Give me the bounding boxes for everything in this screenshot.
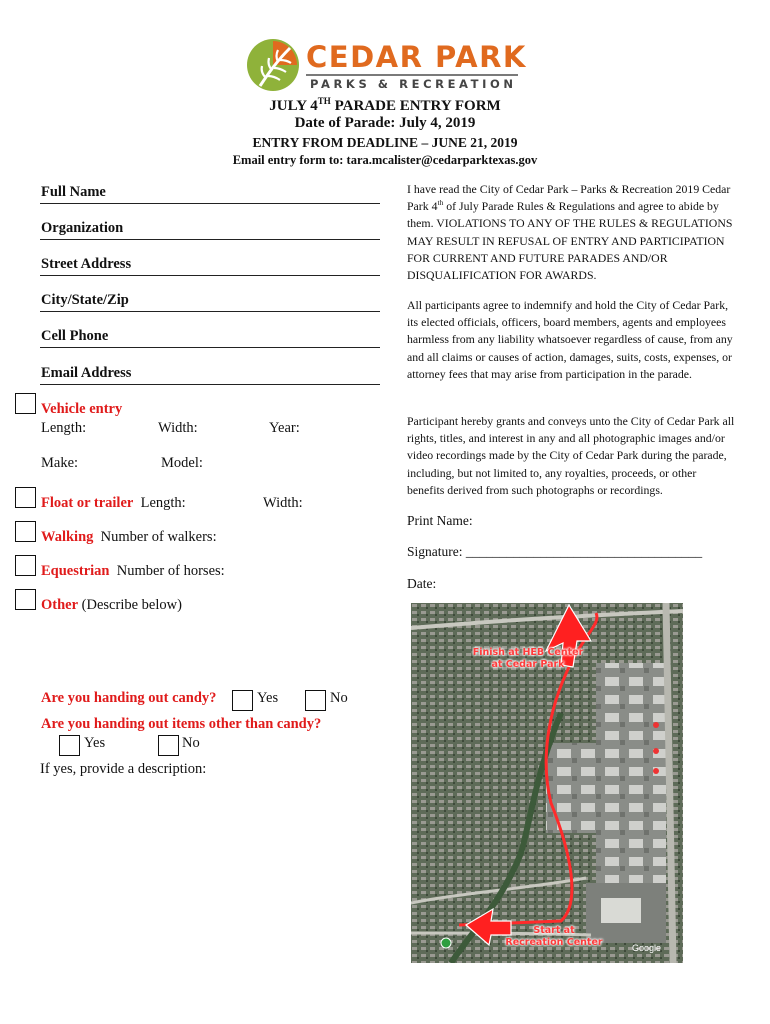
start-callout: Start at Recreation Center xyxy=(505,925,603,948)
vehicle-width-label[interactable]: Width: xyxy=(158,420,198,436)
finish-callout: Finish at HEB Center at Cedar Park xyxy=(472,647,584,670)
vehicle-entry-checkbox[interactable] xyxy=(15,393,36,414)
walkers-count-label[interactable]: Number of walkers: xyxy=(100,529,217,545)
items-no-label: No xyxy=(182,735,200,751)
date-label[interactable]: Date: xyxy=(407,576,437,591)
cedar-leaf-icon xyxy=(246,38,300,92)
logo-subtitle: PARKS & RECREATION xyxy=(310,77,517,91)
media-release-paragraph: Participant hereby grants and conveys unto the City of Cedar Park all rights, titles, and interest in any and all photographic images and/or video recordings made by the City of Cedar Park during the parade, including, but not limited to, any royalties, proceeds, or other benefits derived from such photographs or recordings. xyxy=(407,414,735,497)
street-address-field[interactable] xyxy=(40,255,380,276)
float-length-label[interactable]: Length: xyxy=(140,495,186,511)
signature-line[interactable]: Signature: ___________________________________ xyxy=(407,544,703,559)
logo-title: CEDAR PARK xyxy=(306,40,527,74)
vehicle-make-label[interactable]: Make: xyxy=(41,455,79,471)
candy-no-checkbox[interactable] xyxy=(305,690,326,711)
other-checkbox[interactable] xyxy=(15,589,36,610)
equestrian-row xyxy=(41,563,225,580)
city-state-zip-label: City/State/Zip xyxy=(41,292,129,308)
parade-route-map xyxy=(411,603,683,963)
horses-count-label[interactable]: Number of horses: xyxy=(116,563,225,579)
organization-field[interactable] xyxy=(40,219,380,240)
cell-phone-field[interactable] xyxy=(40,327,380,348)
items-yes-checkbox[interactable] xyxy=(59,735,80,756)
candy-yes-label: Yes xyxy=(257,690,279,706)
email-address-field[interactable] xyxy=(40,364,380,385)
float-trailer-checkbox[interactable] xyxy=(15,487,36,508)
equestrian-checkbox[interactable] xyxy=(15,555,36,576)
vehicle-entry-label: Vehicle entry xyxy=(41,401,123,417)
full-name-label: Full Name xyxy=(41,184,106,200)
other-items-question: Are you handing out items other than candy? xyxy=(41,716,322,732)
candy-question: Are you handing out candy? xyxy=(41,690,217,706)
email-instructions: Email entry form to: tara.mcalister@cedarparktexas.gov xyxy=(232,153,538,167)
equestrian-label: Equestrian xyxy=(41,563,110,579)
form-title: JULY 4TH PARADE ENTRY FORM xyxy=(269,96,501,114)
vehicle-model-label[interactable]: Model: xyxy=(161,455,203,471)
logo-divider xyxy=(306,74,518,76)
other-label: Other xyxy=(41,597,79,613)
organization-label: Organization xyxy=(41,220,124,236)
candy-yes-checkbox[interactable] xyxy=(232,690,253,711)
items-no-checkbox[interactable] xyxy=(158,735,179,756)
other-row xyxy=(41,597,182,614)
google-attribution: Google xyxy=(632,943,662,953)
float-width-label[interactable]: Width: xyxy=(263,495,303,511)
email-address-label: Email Address xyxy=(41,365,132,381)
candy-no-label: No xyxy=(330,690,348,706)
vehicle-length-label[interactable]: Length: xyxy=(41,420,87,436)
rules-agreement-paragraph: I have read the City of Cedar Park – Parks & Recreation 2019 Cedar Park 4th of July Parade Rules & Regulations and agree to abide by them. VIOLATIONS TO ANY OF THE RULES & REGULATIONS MAY RESULT IN REFUSAL OF ENTRY AND PARTICIPATION FOR CURRENT AND FUTURE PARADES AND/OR DISQUALIFICATION FOR AWARDS. xyxy=(407,182,733,283)
entry-deadline: ENTRY FROM DEADLINE – JUNE 21, 2019 xyxy=(252,135,518,150)
items-yes-label: Yes xyxy=(84,735,106,751)
other-describe-label: (Describe below) xyxy=(81,597,182,613)
parade-date: Date of Parade: July 4, 2019 xyxy=(294,115,476,131)
walking-checkbox[interactable] xyxy=(15,521,36,542)
walking-row xyxy=(41,529,217,546)
indemnity-paragraph: All participants agree to indemnify and hold the City of Cedar Park, its elected officials, officers, board members, agents and employees harmless from any liability whatsoever regardless of cause, from any and all claims or causes of action, damages, suits, costs, expenses, or attorney fees that may arise from participation in the parade. xyxy=(407,298,733,381)
vehicle-year-label[interactable]: Year: xyxy=(269,420,300,436)
float-trailer-row xyxy=(41,495,186,512)
street-address-label: Street Address xyxy=(41,256,132,272)
cell-phone-label: Cell Phone xyxy=(41,328,109,344)
float-trailer-label: Float or trailer xyxy=(41,495,134,511)
city-state-zip-field[interactable] xyxy=(40,291,380,312)
walking-label: Walking xyxy=(41,529,94,545)
description-prompt[interactable]: If yes, provide a description: xyxy=(40,761,207,777)
cedar-park-logo xyxy=(246,38,526,96)
full-name-field[interactable] xyxy=(40,183,380,204)
print-name-label[interactable]: Print Name: xyxy=(407,513,473,528)
